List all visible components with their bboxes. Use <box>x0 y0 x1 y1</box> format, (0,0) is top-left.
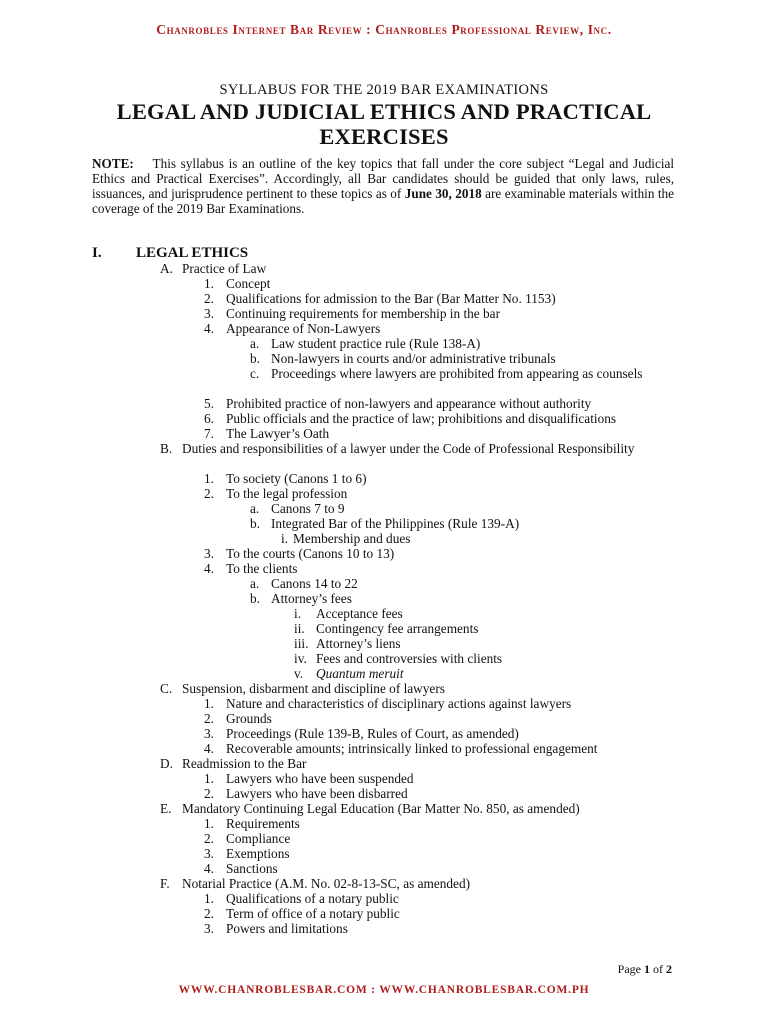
outline-marker: 4. <box>204 741 214 756</box>
section-number: I. <box>92 245 102 261</box>
outline-item <box>0 561 768 576</box>
outline-marker: v. <box>294 666 304 681</box>
outline-marker: 3. <box>204 846 214 861</box>
outline-item <box>0 276 768 291</box>
outline-text: To the courts (Canons 10 to 13) <box>226 546 395 561</box>
outline-marker: C. <box>160 681 173 696</box>
outline-marker: 6. <box>204 411 214 426</box>
outline-item <box>0 291 768 306</box>
outline-text: Notarial Practice (A.M. No. 02-8-13-SC, as amended) <box>182 876 471 891</box>
outline-marker: 2. <box>204 906 214 921</box>
outline-item <box>0 591 768 606</box>
outline-item <box>0 306 768 321</box>
outline-text: Exemptions <box>226 846 290 861</box>
outline-text: Contingency fee arrangements <box>316 621 479 636</box>
outline-item <box>0 471 768 486</box>
page-current: 1 <box>644 962 650 976</box>
outline-text: Term of office of a notary public <box>226 906 400 921</box>
outline-item <box>0 681 768 696</box>
outline-item <box>0 741 768 756</box>
outline-item <box>0 696 768 711</box>
outline-text: Nature and characteristics of disciplinary actions against lawyers <box>226 696 572 711</box>
outline-text: Appearance of Non-Lawyers <box>226 321 381 336</box>
outline-item <box>0 891 768 906</box>
outline-text: Sanctions <box>226 861 278 876</box>
page-total: 2 <box>666 962 672 976</box>
outline-text: Lawyers who have been suspended <box>226 771 414 786</box>
page-label: Page <box>617 962 641 976</box>
outline-item <box>0 531 768 546</box>
outline-marker: 3. <box>204 726 214 741</box>
outline-item <box>0 771 768 786</box>
outline-item <box>0 636 768 651</box>
outline-text: Public officials and the practice of law; prohibitions and disqualifications <box>226 411 617 426</box>
outline-text: Fees and controversies with clients <box>316 651 503 666</box>
outline-item <box>0 501 768 516</box>
outline-item <box>0 921 768 936</box>
outline-marker: i. <box>294 606 302 621</box>
outline-marker: 3. <box>204 306 214 321</box>
outline-marker: b. <box>250 591 260 606</box>
outline-marker: 4. <box>204 861 214 876</box>
outline-item <box>0 396 768 411</box>
section-title: LEGAL ETHICS <box>136 245 249 261</box>
outline-item <box>0 756 768 771</box>
outline-text: Suspension, disbarment and discipline of lawyers <box>182 681 445 696</box>
outline-item <box>0 366 768 396</box>
outline-marker: 1. <box>204 891 214 906</box>
outline-text: Prohibited practice of non-lawyers and appearance without authority <box>226 396 592 411</box>
outline-marker: b. <box>250 516 260 531</box>
outline-marker: 1. <box>204 771 214 786</box>
outline-marker: a. <box>250 576 260 591</box>
outline-text: Qualifications of a notary public <box>226 891 399 906</box>
outline-text: To the clients <box>226 561 298 576</box>
note-label: NOTE: <box>92 156 134 171</box>
outline-item <box>0 441 768 471</box>
outline-text: Integrated Bar of the Philippines (Rule 139-A) <box>271 516 520 531</box>
outline-item <box>0 831 768 846</box>
outline-marker: a. <box>250 501 260 516</box>
outline-marker: D. <box>160 756 173 771</box>
outline-item <box>0 621 768 636</box>
outline-text: Canons 7 to 9 <box>271 501 345 516</box>
outline-marker: B. <box>160 441 173 456</box>
outline-item <box>0 576 768 591</box>
outline-marker: 2. <box>204 486 214 501</box>
outline-item <box>0 801 768 816</box>
section-heading <box>92 245 248 262</box>
outline-marker: 1. <box>204 276 214 291</box>
outline-marker: E. <box>160 801 172 816</box>
outline-text: Membership and dues <box>293 531 411 546</box>
outline-text: Attorney’s liens <box>316 636 401 651</box>
outline-item <box>0 261 768 276</box>
outline-marker: a. <box>250 336 260 351</box>
outline-marker: iii. <box>294 636 309 651</box>
outline-item <box>0 606 768 621</box>
outline-item <box>0 906 768 921</box>
outline-item <box>0 786 768 801</box>
outline-text: Duties and responsibilities of a lawyer under the Code of Professional Responsibility <box>182 441 635 456</box>
outline-item <box>0 726 768 741</box>
outline-text: Practice of Law <box>182 261 267 276</box>
document-subtitle: SYLLABUS FOR THE 2019 BAR EXAMINATIONS <box>219 82 549 98</box>
outline-item <box>0 651 768 666</box>
note-paragraph <box>92 156 674 216</box>
outline-text: Proceedings (Rule 139-B, Rules of Court, as amended) <box>226 726 519 741</box>
outline-item <box>0 351 768 366</box>
outline-item <box>0 516 768 531</box>
outline-item <box>0 666 768 681</box>
outline-text: Readmission to the Bar <box>182 756 307 771</box>
header-rule <box>92 42 672 48</box>
outline-item <box>0 321 768 336</box>
outline-text: Proceedings where lawyers are prohibited from appearing as counsels <box>271 366 643 381</box>
outline-marker: 1. <box>204 696 214 711</box>
outline-item <box>0 411 768 426</box>
outline-marker: 2. <box>204 711 214 726</box>
outline-text: Powers and limitations <box>226 921 348 936</box>
outline-text: Compliance <box>226 831 291 846</box>
outline-marker: 2. <box>204 831 214 846</box>
note-date: June 30, 2018 <box>404 186 482 201</box>
outline-text: Acceptance fees <box>316 606 403 621</box>
outline-marker: 5. <box>204 396 214 411</box>
page-number <box>618 962 672 977</box>
page-footer: WWW.CHANROBLESBAR.COM : WWW.CHANROBLESBAR.COM.PH <box>178 984 590 996</box>
outline-item <box>0 816 768 831</box>
outline-text: Quantum meruit <box>316 666 404 681</box>
outline-marker: 3. <box>204 921 214 936</box>
outline-text: Attorney’s fees <box>271 591 352 606</box>
outline-text: To the legal profession <box>226 486 348 501</box>
outline-text: Lawyers who have been disbarred <box>226 786 408 801</box>
syllabus-outline <box>0 261 768 936</box>
outline-item <box>0 861 768 876</box>
outline-item <box>0 426 768 441</box>
outline-text: Non-lawyers in courts and/or administrative tribunals <box>271 351 556 366</box>
outline-item <box>0 336 768 351</box>
outline-marker: 1. <box>204 471 214 486</box>
outline-marker: 2. <box>204 291 214 306</box>
outline-marker: 3. <box>204 546 214 561</box>
outline-marker: ii. <box>294 621 305 636</box>
outline-marker: 2. <box>204 786 214 801</box>
outline-marker: 4. <box>204 321 214 336</box>
outline-text: Concept <box>226 276 271 291</box>
note-text-2: are examinable materials within the coverage of the 2019 Bar Examinations. <box>92 186 674 216</box>
outline-marker: iv. <box>294 651 307 666</box>
outline-marker: b. <box>250 351 260 366</box>
note-text-1: This syllabus is an outline of the key topics that fall under the core subject “Legal and Judicial Ethics and Practical Exercises”. Accordingly, all Bar candidates should be guided that only laws, rules, issuances, and jurisprudence pertinent to these topics as of <box>92 156 675 201</box>
outline-text: Mandatory Continuing Legal Education (Bar Matter No. 850, as amended) <box>182 801 580 816</box>
outline-text: Law student practice rule (Rule 138-A) <box>271 336 481 351</box>
outline-item <box>0 711 768 726</box>
outline-item <box>0 876 768 891</box>
outline-marker: A. <box>160 261 173 276</box>
outline-marker: i. <box>281 531 289 546</box>
outline-text: Qualifications for admission to the Bar (Bar Matter No. 1153) <box>226 291 556 306</box>
outline-item <box>0 486 768 501</box>
outline-text: The Lawyer’s Oath <box>226 426 330 441</box>
outline-marker: F. <box>160 876 170 891</box>
outline-text: Requirements <box>226 816 300 831</box>
page-header: Chanrobles Internet Bar Review : Chanrobles Professional Review, Inc. <box>156 22 612 37</box>
page-of: of <box>653 962 663 976</box>
outline-item <box>0 846 768 861</box>
outline-text: Canons 14 to 22 <box>271 576 358 591</box>
document-title: LEGAL AND JUDICIAL ETHICS AND PRACTICAL EXERCISES <box>116 99 652 149</box>
outline-item <box>0 546 768 561</box>
outline-text: Continuing requirements for membership in the bar <box>226 306 501 321</box>
outline-marker: c. <box>250 366 260 381</box>
outline-marker: 7. <box>204 426 214 441</box>
outline-text: Grounds <box>226 711 272 726</box>
outline-marker: 4. <box>204 561 214 576</box>
outline-marker: 1. <box>204 816 214 831</box>
outline-text: To society (Canons 1 to 6) <box>226 471 367 486</box>
outline-text: Recoverable amounts; intrinsically linked to professional engagement <box>226 741 598 756</box>
